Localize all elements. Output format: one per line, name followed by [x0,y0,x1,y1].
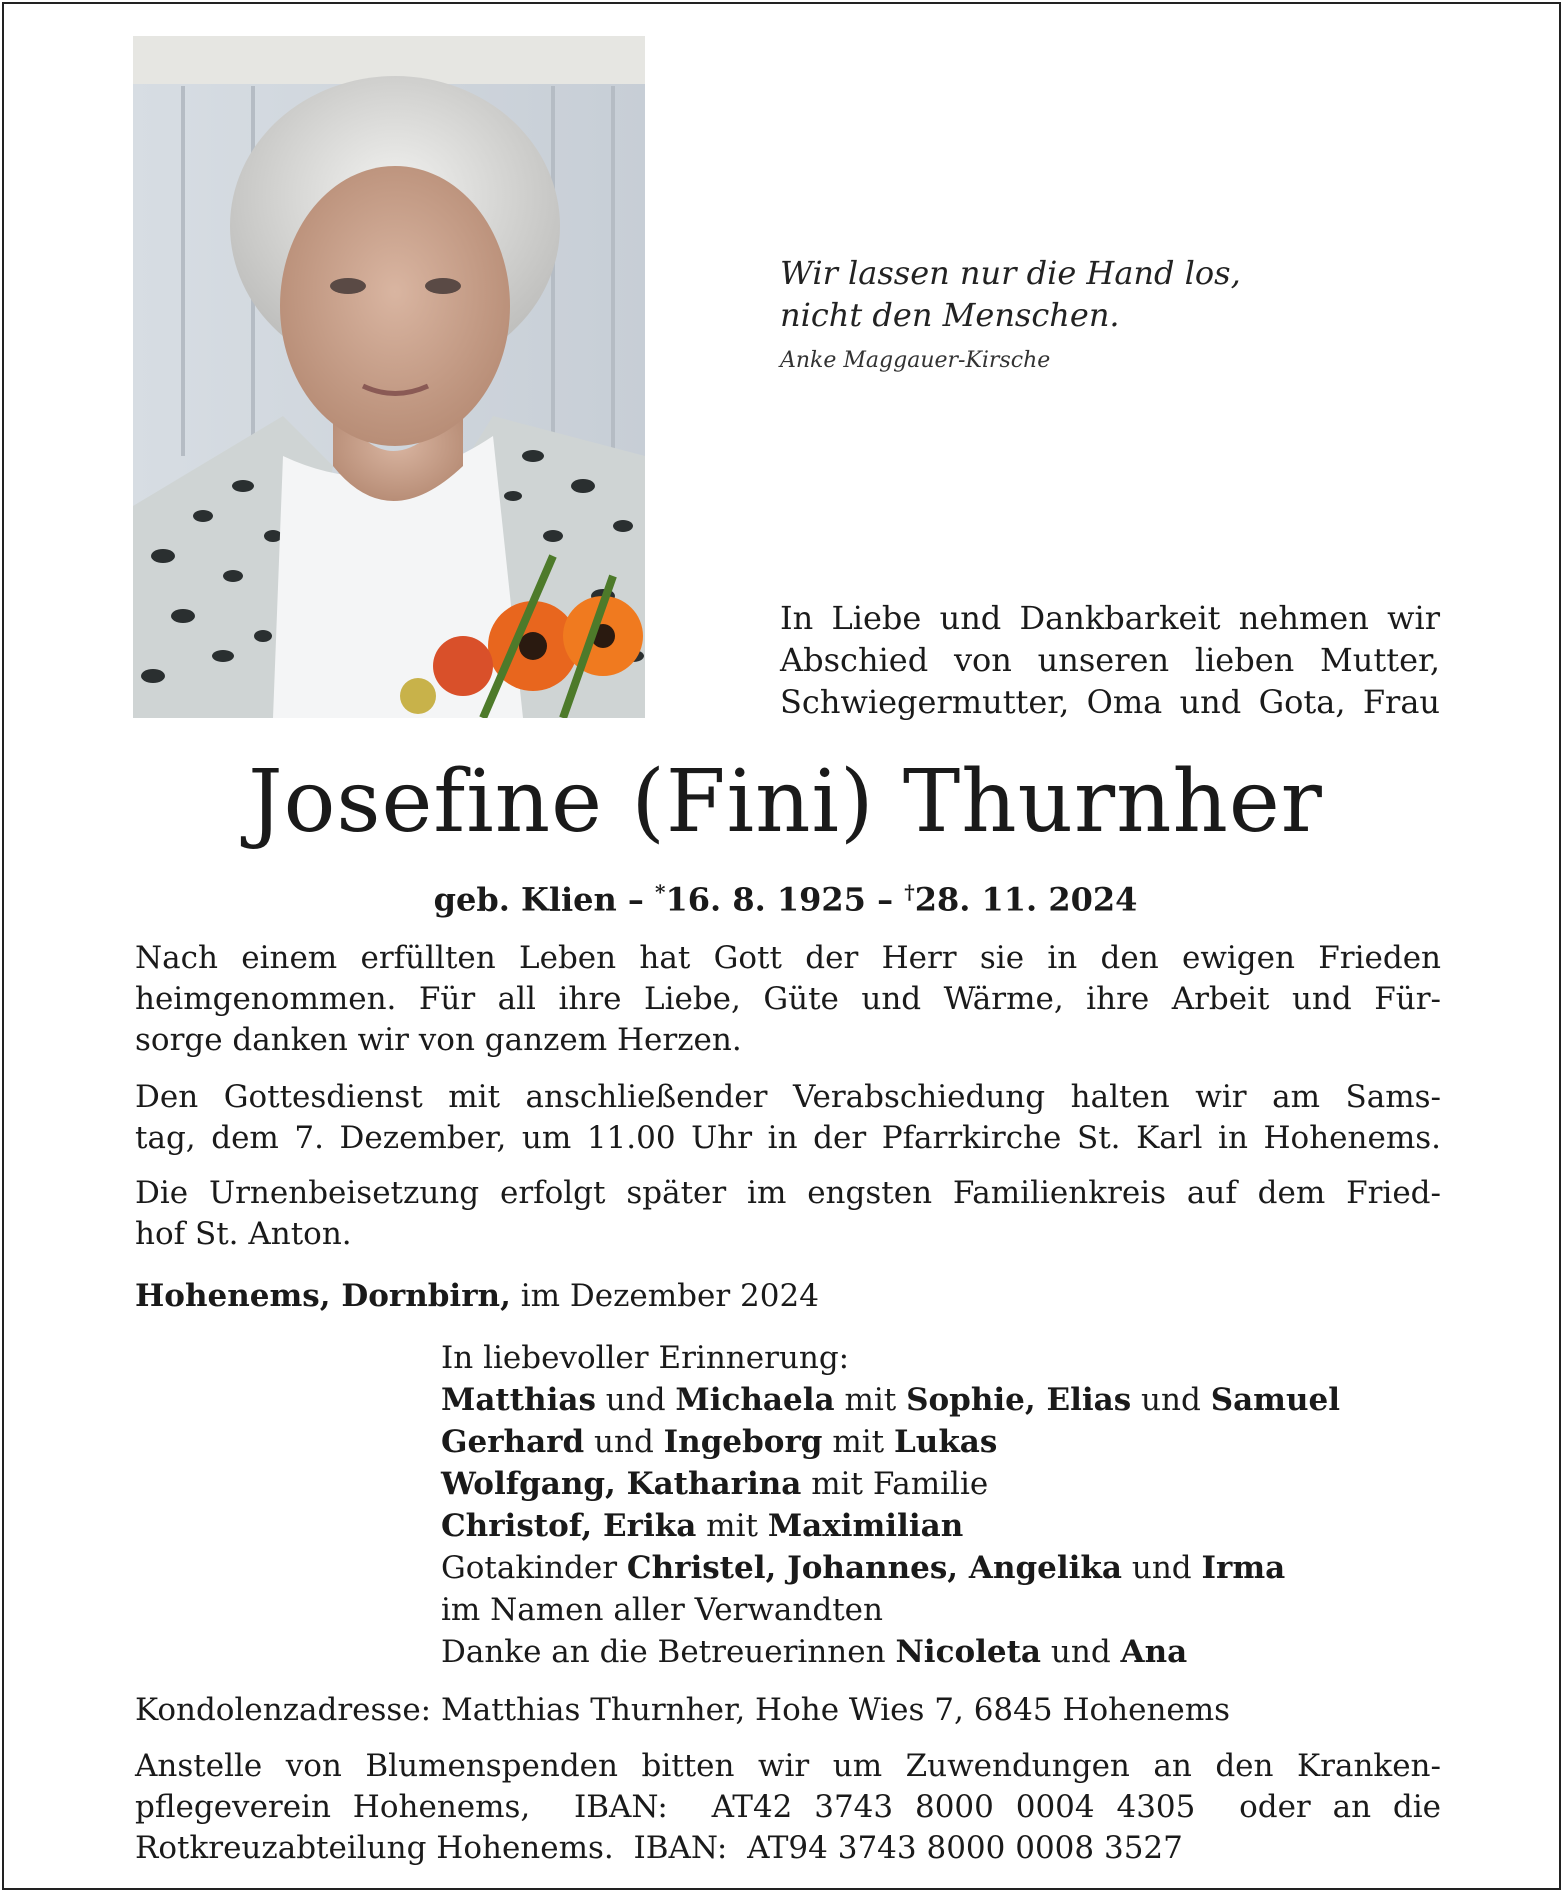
mourners-heading: In liebevoller Erinnerung: [441,1340,850,1376]
quote-line: Wir lassen nur die Hand los, [780,254,1241,292]
death-symbol: † [904,880,915,904]
maiden-name: geb. Klien [433,880,617,919]
place-cities: Hohenems, Dornbirn, [135,1278,511,1314]
separator: – [627,880,644,919]
donation-request [135,1746,1441,1869]
deceased-name: Josefine (Fini) Thurnher [248,752,1323,852]
quote-line: nicht den Menschen. [780,296,1120,334]
paragraph-line: hof St. Anton. [135,1216,352,1252]
mourners-line: Wolfgang, Katharina mit Familie [441,1466,989,1502]
life-dates [4,872,1567,920]
quote-author: Anke Maggauer-Kirsche [780,348,1051,373]
mourners-list [441,1337,1340,1673]
condolence-address: Kondolenzadresse: Matthias Thurnher, Hohe Wies 7, 6845 Hohenems [135,1692,1231,1728]
intro-line: In Liebe und Dankbarkeit nehmen wir [780,599,1440,637]
paragraph-burial [135,1173,1441,1255]
portrait-photo [133,36,645,718]
birth-date: 16. 8. 1925 [665,880,866,919]
place-date [135,1276,819,1317]
mourners-line: Gotakinder Christel, Johannes, Angelika und Irma [441,1550,1286,1586]
paragraph-line: Den Gottesdienst mit anschließender Verabschiedung halten wir am Sams- [135,1079,1441,1115]
mourners-line: Gerhard und Ingeborg mit Lukas [441,1424,998,1460]
memorial-quote [780,252,1241,336]
separator: – [877,880,894,919]
mourners-line: Matthias und Michaela mit Sophie, Elias und Samuel [441,1382,1341,1418]
mourners-line: Christof, Erika mit Maximilian [441,1508,964,1544]
paragraph-line: Nach einem erfüllten Leben hat Gott der Herr sie in den ewigen Frieden [135,940,1441,976]
paragraph-line: sorge danken wir von ganzem Herzen. [135,1022,742,1058]
mourners-line: Danke an die Betreuerinnen Nicoleta und Ana [441,1634,1188,1670]
place-month: im Dezember 2024 [520,1278,819,1314]
donation-line: Rotkreuzabteilung Hohenems. IBAN: AT94 3743 8000 0008 3527 [135,1830,1183,1866]
intro-line: Schwiegermutter, Oma und Gota, Frau [780,683,1440,721]
portrait-illustration [133,36,645,718]
obituary-notice [2,2,1561,1890]
paragraph-line: heimgenommen. Für all ihre Liebe, Güte und Wärme, ihre Arbeit und Für- [135,981,1441,1017]
intro-line: Abschied von unseren lieben Mutter, [780,641,1440,679]
donation-line: Anstelle von Blumenspenden bitten wir um Zuwendungen an den Kranken- [135,1748,1441,1784]
mourners-line: im Namen aller Verwandten [441,1592,883,1628]
birth-symbol: * [655,880,666,904]
donation-line: pflegeverein Hohenems, IBAN: AT42 3743 8000 0004 4305 oder an die [135,1789,1441,1825]
paragraph-service [135,1077,1441,1159]
intro-text [780,597,1440,723]
paragraph-line: tag, dem 7. Dezember, um 11.00 Uhr in der Pfarrkirche St. Karl in Hohenems. [135,1120,1441,1156]
death-date: 28. 11. 2024 [914,880,1138,919]
paragraph-life [135,938,1441,1061]
paragraph-line: Die Urnenbeisetzung erfolgt später im engsten Familienkreis auf dem Fried- [135,1175,1441,1211]
